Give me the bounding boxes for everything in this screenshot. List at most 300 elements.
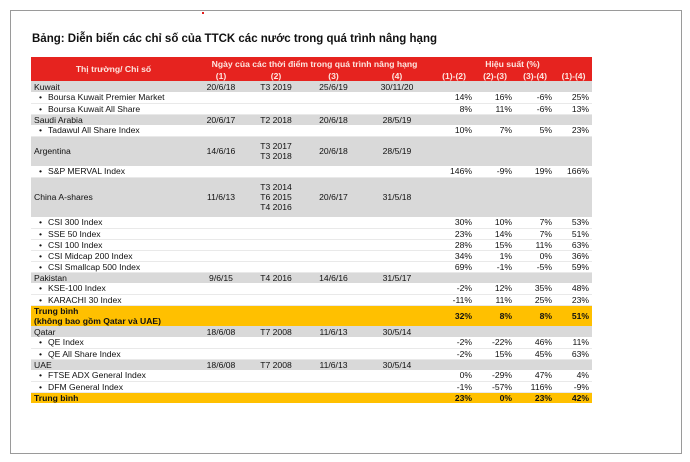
date-3 xyxy=(306,272,361,283)
market-row xyxy=(31,326,592,337)
perf-4 xyxy=(555,92,592,103)
perf-4-text: 53% xyxy=(571,217,590,228)
date-2-text: T3 2017 xyxy=(260,141,292,152)
perf-2 xyxy=(475,125,515,136)
date-2 xyxy=(246,381,306,392)
date-4 xyxy=(361,359,433,370)
bullet-icon: • xyxy=(39,294,43,305)
perf-3-text: 45% xyxy=(534,348,553,359)
date-4 xyxy=(361,261,433,272)
perf-2-text: -1% xyxy=(496,261,513,272)
date-4-text: 30/5/14 xyxy=(382,359,412,370)
perf-3-text: -6% xyxy=(536,92,553,103)
index-row xyxy=(31,166,592,177)
index-row xyxy=(31,294,592,305)
perf-3-text: 11% xyxy=(535,239,553,250)
perf-2 xyxy=(475,217,515,228)
date-4 xyxy=(361,326,433,337)
date-1 xyxy=(196,103,246,114)
date-2 xyxy=(246,359,306,370)
perf-2-text: 14% xyxy=(494,228,513,239)
perf-4-text: 42% xyxy=(571,392,590,403)
perf-4 xyxy=(555,166,592,177)
date-1-text: 14/6/16 xyxy=(206,146,236,157)
date-2 xyxy=(246,166,306,177)
header-perf-2: (2)-(3) xyxy=(475,70,515,81)
row-name xyxy=(31,326,196,337)
perf-4 xyxy=(555,337,592,348)
bullet-icon: • xyxy=(39,125,43,136)
perf-1 xyxy=(433,381,475,392)
index-row xyxy=(31,337,592,348)
perf-1 xyxy=(433,305,475,326)
perf-1-text: 28% xyxy=(454,239,473,250)
date-2-text: T3 2014 xyxy=(260,182,292,193)
perf-2-text: 16% xyxy=(494,92,513,103)
perf-1 xyxy=(433,228,475,239)
perf-1 xyxy=(433,125,475,136)
date-4-text: 28/5/19 xyxy=(382,114,412,125)
date-4 xyxy=(361,81,433,92)
date-3 xyxy=(306,136,361,166)
perf-4-text: 63% xyxy=(571,348,590,359)
date-1 xyxy=(196,348,246,359)
perf-1 xyxy=(433,326,475,337)
perf-2 xyxy=(475,250,515,261)
date-3 xyxy=(306,348,361,359)
date-4-text: 30/11/20 xyxy=(380,81,414,92)
table-body xyxy=(31,81,592,403)
row-name-text: Saudi Arabia xyxy=(34,114,83,125)
perf-4-text: 13% xyxy=(571,103,590,114)
date-3 xyxy=(306,125,361,136)
row-name-text: KSE-100 Index xyxy=(48,283,106,294)
date-4 xyxy=(361,294,433,305)
perf-4-text: 63% xyxy=(571,239,590,250)
date-4 xyxy=(361,348,433,359)
perf-4 xyxy=(555,326,592,337)
perf-2-text: -22% xyxy=(491,337,513,348)
perf-3-text: 47% xyxy=(534,370,553,381)
row-name-text: CSI Midcap 200 Index xyxy=(48,250,133,261)
row-name-text: SSE 50 Index xyxy=(48,228,101,239)
perf-4 xyxy=(555,177,592,217)
perf-4-text: 23% xyxy=(571,125,590,136)
date-1 xyxy=(196,294,246,305)
perf-2 xyxy=(475,326,515,337)
perf-3-text: 116% xyxy=(530,381,553,392)
market-row xyxy=(31,136,592,166)
perf-1-text: 14% xyxy=(454,92,473,103)
perf-2 xyxy=(475,272,515,283)
date-2-text: T4 2016 xyxy=(260,272,292,283)
perf-1-text: 69% xyxy=(454,261,473,272)
date-3 xyxy=(306,92,361,103)
date-1 xyxy=(196,261,246,272)
perf-2 xyxy=(475,283,515,294)
perf-1 xyxy=(433,348,475,359)
perf-4 xyxy=(555,239,592,250)
perf-3 xyxy=(515,166,555,177)
date-3 xyxy=(306,166,361,177)
perf-3 xyxy=(515,359,555,370)
perf-1 xyxy=(433,177,475,217)
perf-4-text: 59% xyxy=(571,261,590,272)
date-3 xyxy=(306,261,361,272)
perf-2-text: -9% xyxy=(496,166,513,177)
perf-2 xyxy=(475,103,515,114)
bullet-icon: • xyxy=(39,283,43,294)
date-4 xyxy=(361,92,433,103)
average-row xyxy=(31,305,592,326)
header-dates: Ngày của các thời điểm trong quá trình nâng hạng xyxy=(196,57,433,70)
market-row xyxy=(31,177,592,217)
row-name xyxy=(31,359,196,370)
bullet-icon: • xyxy=(39,337,43,348)
perf-1 xyxy=(433,392,475,403)
date-2-text: T7 2008 xyxy=(260,326,292,337)
perf-2 xyxy=(475,337,515,348)
perf-2-text: 8% xyxy=(499,310,513,321)
perf-1 xyxy=(433,261,475,272)
perf-3 xyxy=(515,136,555,166)
perf-4-text: 11% xyxy=(572,337,590,348)
date-2 xyxy=(246,228,306,239)
date-1 xyxy=(196,92,246,103)
index-row xyxy=(31,125,592,136)
perf-4 xyxy=(555,228,592,239)
perf-2 xyxy=(475,177,515,217)
date-2 xyxy=(246,326,306,337)
index-row xyxy=(31,228,592,239)
perf-1-text: -11% xyxy=(452,294,473,305)
date-2 xyxy=(246,92,306,103)
index-row xyxy=(31,103,592,114)
perf-2 xyxy=(475,228,515,239)
perf-4 xyxy=(555,217,592,228)
row-name xyxy=(31,294,196,305)
header-date-4: (4) xyxy=(361,70,433,81)
date-4 xyxy=(361,217,433,228)
perf-2 xyxy=(475,92,515,103)
date-3 xyxy=(306,326,361,337)
date-1 xyxy=(196,326,246,337)
bullet-icon: • xyxy=(39,370,43,381)
date-3-text: 20/6/17 xyxy=(319,192,348,203)
date-4 xyxy=(361,272,433,283)
date-1 xyxy=(196,337,246,348)
header-performance: Hiệu suất (%) xyxy=(433,57,592,70)
perf-1-text: 0% xyxy=(459,370,473,381)
perf-1-text: -2% xyxy=(456,337,473,348)
row-name-text: Pakistan xyxy=(34,272,67,283)
date-2 xyxy=(246,272,306,283)
date-1 xyxy=(196,283,246,294)
perf-3-text: 5% xyxy=(539,125,553,136)
date-3 xyxy=(306,103,361,114)
perf-2 xyxy=(475,239,515,250)
row-name xyxy=(31,92,196,103)
perf-4 xyxy=(555,261,592,272)
row-name-text: CSI 100 Index xyxy=(48,239,103,250)
date-1 xyxy=(196,250,246,261)
market-row xyxy=(31,114,592,125)
perf-3 xyxy=(515,283,555,294)
date-1 xyxy=(196,370,246,381)
date-3-text: 25/6/19 xyxy=(319,81,348,92)
date-2-text: T4 2016 xyxy=(260,202,292,213)
date-3 xyxy=(306,359,361,370)
bullet-icon: • xyxy=(39,261,43,272)
row-name-text: Kuwait xyxy=(34,81,60,92)
index-row xyxy=(31,370,592,381)
date-4 xyxy=(361,177,433,217)
date-1 xyxy=(196,272,246,283)
row-name xyxy=(31,125,196,136)
perf-1-text: 30% xyxy=(454,217,473,228)
date-4 xyxy=(361,392,433,403)
perf-3-text: 35% xyxy=(534,283,553,294)
row-name-text: CSI 300 Index xyxy=(48,217,103,228)
perf-4 xyxy=(555,370,592,381)
date-3 xyxy=(306,392,361,403)
date-3 xyxy=(306,239,361,250)
date-1 xyxy=(196,114,246,125)
index-performance-table xyxy=(31,57,592,403)
bullet-icon: • xyxy=(39,166,43,177)
date-3 xyxy=(306,114,361,125)
date-2-text: T3 2018 xyxy=(260,151,292,162)
perf-4 xyxy=(555,283,592,294)
perf-1 xyxy=(433,136,475,166)
perf-3 xyxy=(515,228,555,239)
perf-1-text: -2% xyxy=(456,348,473,359)
row-name xyxy=(31,81,196,92)
date-4-text: 31/5/18 xyxy=(382,192,412,203)
index-row xyxy=(31,217,592,228)
perf-4-text: 4% xyxy=(576,370,590,381)
date-4-text: 30/5/14 xyxy=(382,326,412,337)
header-perf-3: (3)-(4) xyxy=(515,70,555,81)
perf-3 xyxy=(515,326,555,337)
perf-1 xyxy=(433,283,475,294)
date-1 xyxy=(196,81,246,92)
index-row xyxy=(31,239,592,250)
date-2-text: T2 2018 xyxy=(260,114,292,125)
row-name-text: DFM General Index xyxy=(48,381,123,392)
perf-2-text: 10% xyxy=(494,217,513,228)
row-name-text: CSI Smallcap 500 Index xyxy=(48,261,141,272)
date-2 xyxy=(246,250,306,261)
perf-3-text: 8% xyxy=(539,310,553,321)
date-4 xyxy=(361,370,433,381)
row-name-subtext: (không bao gồm Qatar và UAE) xyxy=(34,315,162,326)
date-2-text: T3 2019 xyxy=(260,81,292,92)
date-3 xyxy=(306,294,361,305)
perf-2-text: 15% xyxy=(494,239,513,250)
perf-1-text: 32% xyxy=(454,310,473,321)
perf-4-text: 36% xyxy=(571,250,590,261)
market-row xyxy=(31,272,592,283)
perf-4 xyxy=(555,136,592,166)
perf-3 xyxy=(515,103,555,114)
perf-3-text: 25% xyxy=(534,294,553,305)
date-1 xyxy=(196,177,246,217)
row-name-text: Tadawul All Share Index xyxy=(48,125,140,136)
perf-2-text: 0% xyxy=(499,392,513,403)
perf-3-text: -5% xyxy=(536,261,553,272)
row-name xyxy=(31,217,196,228)
row-name-text: QE All Share Index xyxy=(48,348,121,359)
header-market: Thị trường/ Chỉ số xyxy=(31,57,196,81)
perf-4 xyxy=(555,294,592,305)
perf-3 xyxy=(515,392,555,403)
perf-4 xyxy=(555,392,592,403)
perf-3 xyxy=(515,92,555,103)
perf-4 xyxy=(555,81,592,92)
perf-3 xyxy=(515,177,555,217)
date-2 xyxy=(246,217,306,228)
date-1 xyxy=(196,359,246,370)
date-1-text: 18/6/08 xyxy=(206,326,236,337)
index-row xyxy=(31,92,592,103)
date-1 xyxy=(196,136,246,166)
bullet-icon: • xyxy=(39,92,43,103)
date-1 xyxy=(196,166,246,177)
perf-3 xyxy=(515,337,555,348)
date-3-text: 14/6/16 xyxy=(319,272,348,283)
row-name xyxy=(31,239,196,250)
perf-4 xyxy=(555,305,592,326)
date-1 xyxy=(196,228,246,239)
perf-3-text: 46% xyxy=(534,337,553,348)
date-2 xyxy=(246,177,306,217)
bullet-icon: • xyxy=(39,228,43,239)
perf-4 xyxy=(555,103,592,114)
date-2-text: T6 2015 xyxy=(260,192,292,203)
perf-1-text: -2% xyxy=(456,283,473,294)
date-4 xyxy=(361,125,433,136)
perf-2 xyxy=(475,370,515,381)
row-name xyxy=(31,261,196,272)
perf-2-text: 1% xyxy=(499,250,513,261)
date-2 xyxy=(246,294,306,305)
perf-4 xyxy=(555,381,592,392)
date-1-text: 20/6/17 xyxy=(206,114,236,125)
perf-2 xyxy=(475,81,515,92)
date-3-text: 11/6/13 xyxy=(319,326,348,337)
perf-3 xyxy=(515,294,555,305)
row-name-text: Boursa Kuwait All Share xyxy=(48,103,141,114)
row-name-text: Trung bình xyxy=(34,392,79,403)
perf-2 xyxy=(475,294,515,305)
perf-4-text: 51% xyxy=(571,310,590,321)
row-name xyxy=(31,348,196,359)
date-2 xyxy=(246,337,306,348)
perf-1-text: 10% xyxy=(454,125,473,136)
bullet-icon: • xyxy=(39,381,43,392)
row-name-text: Qatar xyxy=(34,326,56,337)
row-name xyxy=(31,392,196,403)
date-1 xyxy=(196,217,246,228)
date-3 xyxy=(306,217,361,228)
date-1-text: 18/6/08 xyxy=(206,359,236,370)
perf-4-text: -9% xyxy=(573,381,590,392)
perf-1 xyxy=(433,359,475,370)
perf-3 xyxy=(515,261,555,272)
bullet-icon: • xyxy=(39,239,43,250)
header-perf-1: (1)-(2) xyxy=(433,70,475,81)
date-3 xyxy=(306,250,361,261)
date-2 xyxy=(246,136,306,166)
perf-2-text: -29% xyxy=(491,370,513,381)
index-row xyxy=(31,283,592,294)
perf-1 xyxy=(433,92,475,103)
date-2 xyxy=(246,81,306,92)
date-4 xyxy=(361,283,433,294)
date-4-text: 31/5/17 xyxy=(382,272,412,283)
row-name-text: China A-shares xyxy=(34,192,93,203)
perf-3 xyxy=(515,381,555,392)
perf-1-text: -1% xyxy=(456,381,473,392)
perf-3-text: 19% xyxy=(534,166,553,177)
date-1-text: 20/6/18 xyxy=(206,81,236,92)
date-2 xyxy=(246,370,306,381)
row-name-text: KARACHI 30 Index xyxy=(48,294,122,305)
perf-2-text: 11% xyxy=(495,294,513,305)
perf-2 xyxy=(475,348,515,359)
perf-1 xyxy=(433,103,475,114)
row-name xyxy=(31,272,196,283)
date-2 xyxy=(246,348,306,359)
date-2 xyxy=(246,125,306,136)
perf-3-text: 0% xyxy=(539,250,553,261)
perf-4-text: 166% xyxy=(567,166,590,177)
perf-1 xyxy=(433,217,475,228)
index-row xyxy=(31,348,592,359)
perf-3-text: 7% xyxy=(539,217,553,228)
row-name xyxy=(31,228,196,239)
perf-3 xyxy=(515,125,555,136)
perf-3-text: -6% xyxy=(536,103,553,114)
index-row xyxy=(31,250,592,261)
table-title: Bảng: Diễn biến các chỉ số của TTCK các nước trong quá trình nâng hạng xyxy=(32,33,437,45)
date-4 xyxy=(361,250,433,261)
perf-2-text: 15% xyxy=(494,348,513,359)
date-1 xyxy=(196,392,246,403)
row-name xyxy=(31,250,196,261)
perf-3 xyxy=(515,370,555,381)
date-3-text: 20/6/18 xyxy=(319,114,348,125)
perf-1-text: 8% xyxy=(459,103,473,114)
perf-3-text: 7% xyxy=(539,228,553,239)
row-name-text: QE Index xyxy=(48,337,84,348)
date-1 xyxy=(196,305,246,326)
date-1-text: 11/6/13 xyxy=(206,192,236,203)
row-name-text: FTSE ADX General Index xyxy=(48,370,146,381)
perf-2-text: -57% xyxy=(491,381,513,392)
perf-3 xyxy=(515,114,555,125)
row-name-text: Trung bình xyxy=(34,305,79,316)
perf-1 xyxy=(433,294,475,305)
row-name xyxy=(31,305,196,326)
perf-1 xyxy=(433,370,475,381)
perf-4 xyxy=(555,114,592,125)
perf-1 xyxy=(433,114,475,125)
perf-2-text: 12% xyxy=(494,283,513,294)
bullet-icon: • xyxy=(39,250,43,261)
date-2 xyxy=(246,103,306,114)
